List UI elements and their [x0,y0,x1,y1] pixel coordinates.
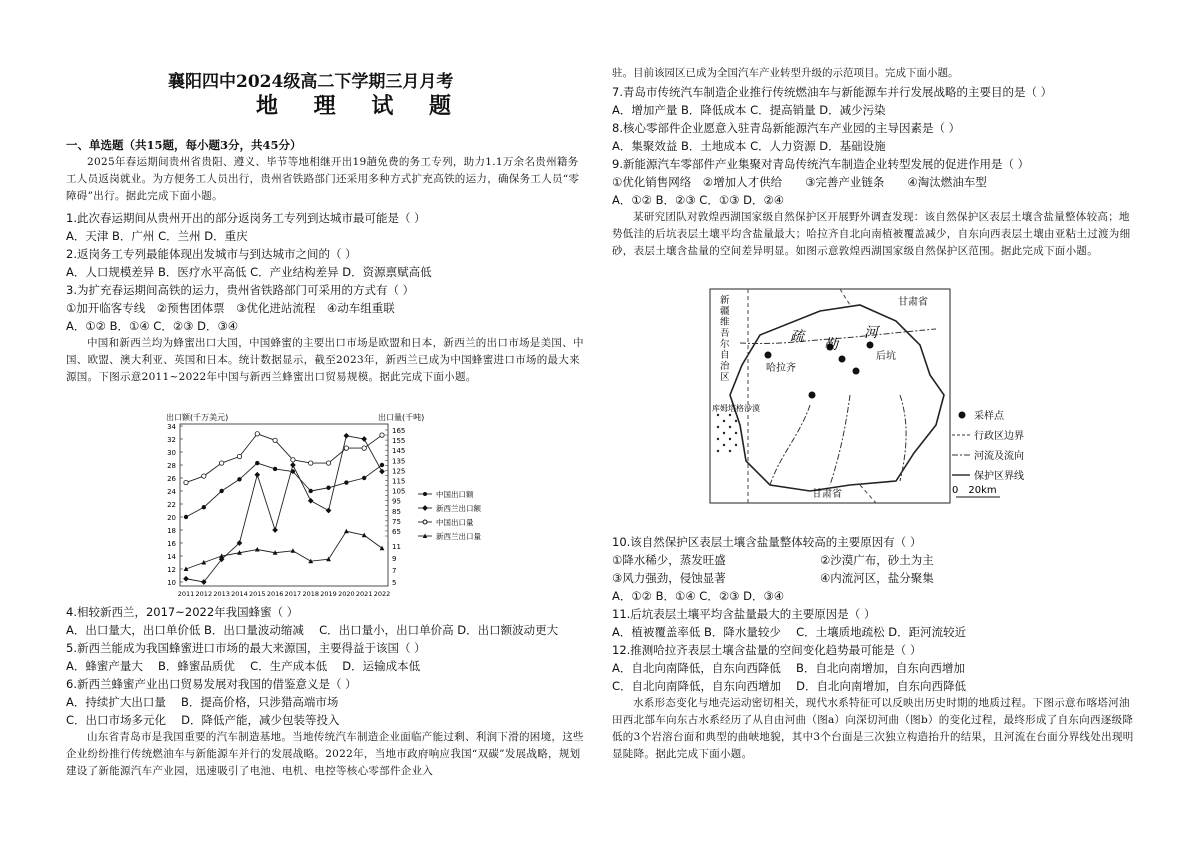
right-tick-label: 75 [392,517,401,526]
series-1-point [344,433,350,439]
right-tick-label: 115 [392,477,406,486]
legend-reserve-boundary: 保护区界线 [974,471,1024,482]
passage-4: 某研究团队对敦煌西湖国家级自然保护区开展野外调查发现：该自然保护区表层土壤含盐量整体较高；地势低洼的后坑表层土壤平均含盐量最大；哈拉齐自北向南植被覆盖减少，自东向西表层土壤由亚粘土过渡为细砂，表层土壤含盐量的空间差异明显。如图示意敦煌西湖国家级自然保护区范围。据此完成下面小题。 [612,211,1131,257]
left-tick-label: 34 [167,423,176,431]
left-tick-label: 12 [167,566,176,574]
series-0-point [309,489,313,493]
series-line-3 [186,531,382,569]
series-2-point [309,461,313,465]
passage-3: 山东省青岛市是我国重要的汽车制造基地。当地传统汽车制造企业面临产能过剩、利润下滑的困境，这些企业纷纷推行传统燃油车与新能源车并行的发展战略。2022年，当地市政府响应我国“双碳”发展战略，规划建设了新能源汽车产业园，迅速吸引了电池、电机、电控等核心零部件企业入 [66,731,584,777]
legend-label-2: 中国出口量 [436,518,474,527]
series-1-point [379,469,385,475]
x-tick-label: 2021 [355,590,373,598]
series-2-point [202,474,206,478]
series-2-point [362,446,366,450]
series-0-point [362,476,366,480]
x-tick-label: 2014 [231,590,248,598]
q10-item-1: ①降水稀少，蒸发旺盛 [612,553,726,567]
series-2-point [326,461,330,465]
series-1-point [254,472,260,478]
q10-item-2: ②沙漠广布，砂土为主 [820,553,934,567]
series-0-point [273,467,277,471]
legend-marker-1 [422,505,428,511]
x-tick-label: 2011 [177,590,195,598]
series-1-point [183,576,189,582]
legend-label-3: 新西兰出口量 [436,532,481,541]
q11-stem: 11.后坑表层土壤平均含盐量最大的主要原因是（ ） [612,607,876,621]
q1-options: A．天津 B．广州 C．兰州 D．重庆 [66,229,248,243]
q1-stem: 1.此次春运期间从贵州开出的部分返岗务工专列到达城市最可能是（ ） [66,211,426,225]
left-tick-label: 10 [167,579,176,587]
series-0-point [202,505,206,509]
left-axis-label: 出口额(千万美元) [166,413,229,422]
series-0-point [344,480,348,484]
legend-marker-2 [423,520,427,524]
left-tick-label: 14 [167,553,176,561]
right-tick-label: 135 [392,457,406,466]
series-0-point [255,461,259,465]
q9-options: A．①② B．②③ C．①③ D．②④ [612,193,785,207]
x-tick-label: 2016 [266,590,284,598]
series-2-point [184,480,188,484]
left-tick-label: 20 [167,514,176,522]
series-3-point [255,547,260,552]
scale-bar: 0 20km [952,485,997,496]
honey-export-chart [150,410,490,600]
series-1-point [326,508,332,514]
passage-1: 2025年春运期间贵州省贵阳、遵义、毕节等地相继开出19趟免费的务工专列，助力1.1万余名贵州籍务工人员返岗就业。为方便务工人员出行，贵州省铁路部门还采用多种方式扩充高铁的运力，确保务工人员“零障碍”出行。据此完成下面小题。 [66,156,580,202]
q3-items: ①加开临客专线 ②预售团体票 ③优化进站流程 ④动车组重联 [66,301,395,315]
reserve-map [700,285,1060,515]
right-tick-label: 155 [392,437,406,446]
q11-options: A．植被覆盖率低 B．降水量较少 C．土壤质地疏松 D．距河流较近 [612,625,967,639]
page-subtitle: 地 理 试 题 [256,93,465,119]
houkeng-label: 后坑 [876,351,896,362]
x-tick-label: 2020 [338,590,355,598]
series-2-point [237,454,241,458]
series-1-point [361,436,367,442]
left-tick-label: 28 [167,462,176,470]
q8-stem: 8.核心零部件企业愿意入驻青岛新能源汽车产业园的主导因素是（ ） [612,121,961,135]
gansu-label-top: 甘肃省 [898,297,928,308]
series-2-point [273,438,277,442]
right-tick-label: 85 [392,507,401,516]
gansu-label-bottom: 甘肃省 [812,489,842,500]
right-axis-label: 出口量(千吨) [378,413,425,422]
region-label-xinjiang: 新疆维吾尔自治区 [720,295,730,383]
series-1-point [290,462,296,468]
q12-option-a: A．自北向南降低，自东向西降低 B．自北向南增加，自东向西增加 [612,661,965,675]
q6-option-a: A．持续扩大出口量 B．提高价格，只涉猎高端市场 [66,695,339,709]
legend-admin-boundary: 行政区边界 [974,431,1024,442]
right-tick-label: 145 [392,447,406,456]
q6-option-c: C．出口市场多元化 D．降低产能，减少包装等投入 [66,713,340,727]
q3-stem: 3.为扩充春运期间高铁的运力，贵州省铁路部门可采用的方式有（ ） [66,283,415,297]
river-label-3: 河 [864,325,878,341]
passage-3-continued: 驻。目前该园区已成为全国汽车产业转型升级的示范项目。完成下面小题。 [612,67,959,79]
left-tick-label: 16 [167,540,176,548]
series-3-point [380,546,385,551]
q6-stem: 6.新西兰蜂蜜产业出口贸易发展对我国的借鉴意义是（ ） [66,677,357,691]
left-tick-label: 30 [167,449,176,457]
q5-stem: 5.新西兰能成为我国蜂蜜进口市场的最大来源国，主要得益于该国（ ） [66,641,426,655]
series-2-point [219,461,223,465]
right-tick-label: 95 [392,497,401,506]
right-tick-label: 11 [392,543,401,551]
x-tick-label: 2019 [320,590,337,598]
series-1-point [272,527,278,533]
left-tick-label: 32 [167,436,176,444]
series-line-0 [186,463,382,517]
series-0-point [237,477,241,481]
left-tick-label: 24 [167,488,176,496]
right-tick-label: 165 [392,427,406,435]
legend-marker-0 [423,492,427,496]
q4-stem: 4.相较新西兰，2017~2022年我国蜂蜜（ ） [66,605,299,619]
halaqi-label: 哈拉齐 [766,363,796,374]
series-0-point [326,486,330,490]
river-label-2: 勒 [824,337,838,353]
q10-stem: 10.该自然保护区表层土壤含盐量整体较高的主要原因有（ ） [612,535,922,549]
x-tick-label: 2017 [284,590,302,598]
right-tick-label: 7 [392,567,397,575]
series-2-point [344,446,348,450]
left-tick-label: 22 [167,501,176,509]
series-3-point [344,529,349,534]
lake-label: 库姆塔格沙漠 [712,404,760,413]
series-1-point [308,498,314,504]
left-tick-label: 18 [167,527,176,535]
legend-river: 河流及流向 [974,451,1024,462]
q8-options: A．集聚效益 B．土地成本 C．人力资源 D．基础设施 [612,139,886,153]
series-0-point [219,489,223,493]
q12-stem: 12.推测哈拉齐表层土壤含盐量的空间变化趋势最可能是（ ） [612,643,922,657]
legend-label-0: 中国出口额 [436,490,474,499]
legend-label-1: 新西兰出口额 [436,504,481,513]
page-title: 襄阳四中2024级高二下学期三月月考 [168,72,454,92]
q5-options: A．蜂蜜产量大 B．蜂蜜品质优 C．生产成本低 D．运输成本低 [66,659,421,673]
q10-item-3: ③风力强劲，侵蚀显著 [612,571,726,585]
q4-options: A．出口量大，出口单价低 B．出口量波动缩减 C．出口量小，出口单价高 D．出口额波动更大 [66,623,559,637]
q3-options: A．①② B．①④ C．②③ D．③④ [66,319,239,333]
q7-stem: 7.青岛市传统汽车制造企业推行传统燃油车与新能源车并行发展战略的主要目的是（ ） [612,85,1053,99]
right-tick-label: 125 [392,467,406,476]
series-line-2 [186,434,382,483]
right-tick-label: 105 [392,487,406,496]
x-tick-label: 2012 [195,590,213,598]
series-2-point [380,433,384,437]
section-heading: 一、单选题（共15题，每小题3分，共45分） [66,138,302,152]
x-tick-label: 2013 [213,590,230,598]
series-0-point [184,515,188,519]
q9-items: ①优化销售网络 ②增加人才供给 ③完善产业链条 ④淘汰燃油车型 [612,175,987,189]
legend-sample-point: 采样点 [974,411,1004,422]
q12-option-c: C．自北向南降低，自东向西增加 D．自北向南增加，自东向西降低 [612,679,967,693]
x-tick-label: 2022 [373,590,391,598]
passage-5: 水系形态变化与地壳运动密切相关，现代水系特征可以反映出历史时期的地质过程。下图示意布喀塔河油田西北部车向东古水系经历了从自由河曲（图a）向深切河曲（图b）的变化过程，最终形成了自东向西逐级降低的3个岩溶台面和典型的曲峡地貌，其中3个台面是三次独立构造抬升的结果，且河流在台面分界线处出现明显陡降。据此完成下面小题。 [612,697,1134,760]
q2-options: A．人口规模差异 B．医疗水平高低 C．产业结构差异 D．资源禀赋高低 [66,265,432,279]
series-3-point [291,548,296,553]
right-tick-label: 5 [392,579,397,587]
river-label-1: 疏 [790,329,804,345]
x-tick-label: 2015 [248,590,266,598]
q10-options: A．①② B．①④ C．②③ D．③④ [612,589,785,603]
right-tick-label: 65 [392,527,401,536]
x-tick-label: 2018 [302,590,320,598]
q10-item-4: ④内流河区，盐分聚集 [820,571,934,585]
q9-stem: 9.新能源汽车零部件产业集聚对青岛传统汽车制造企业转型发展的促进作用是（ ） [612,157,1030,171]
series-line-1 [186,436,382,582]
q7-options: A．增加产量 B．降低成本 C．提高销量 D．减少污染 [612,103,886,117]
q2-stem: 2.返岗务工专列最能体现出发城市与到达城市之间的（ ） [66,247,357,261]
passage-2: 中国和新西兰均为蜂蜜出口大国，中国蜂蜜的主要出口市场是欧盟和日本，新西兰的出口市场是美国、中国、欧盟、澳大利亚、英国和日本。统计数据显示，截至2023年，新西兰已成为中国蜂蜜进口市场的最大来源国。下图示意2011~2022年中国与新西兰蜂蜜出口贸易规模。据此完成下面小题。 [66,337,584,383]
right-tick-label: 9 [392,555,397,563]
series-2-point [255,432,259,436]
series-0-point [380,463,384,467]
series-2-point [291,458,295,462]
left-tick-label: 26 [167,475,176,483]
